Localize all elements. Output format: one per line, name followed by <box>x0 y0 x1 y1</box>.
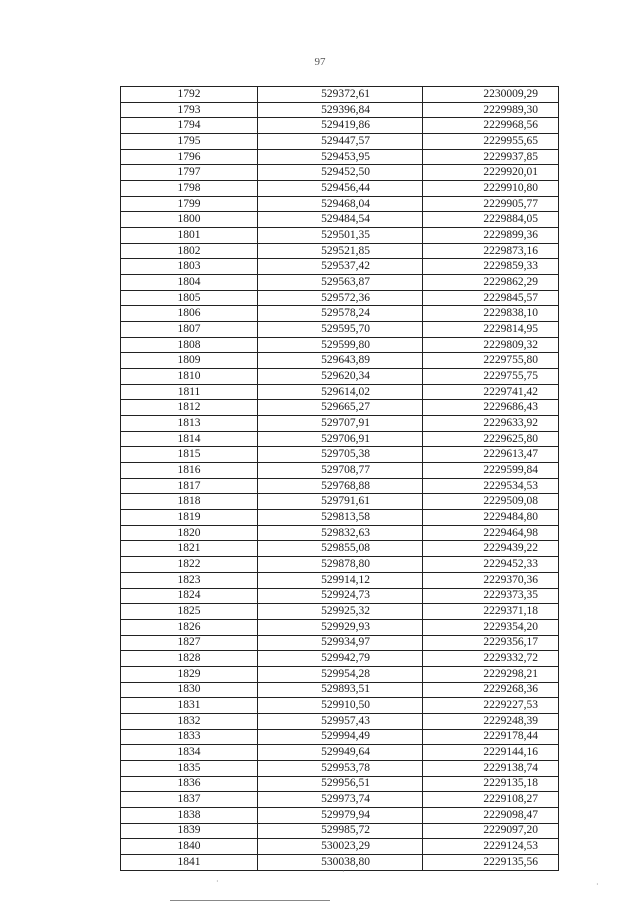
table-row <box>121 635 559 651</box>
table-row <box>121 353 559 369</box>
bottom-scan-line <box>170 900 330 901</box>
point-number-cell: 1832 <box>121 713 258 729</box>
scan-dot: · <box>596 880 599 889</box>
x-coordinate-cell: 529707,91 <box>258 416 423 432</box>
x-coordinate-cell: 529914,12 <box>258 572 423 588</box>
table-row <box>121 776 559 792</box>
y-coordinate-cell: 2229534,53 <box>423 478 559 494</box>
table-row <box>121 102 559 118</box>
y-coordinate-cell: 2229755,80 <box>423 353 559 369</box>
scan-dot: · <box>216 877 219 886</box>
x-coordinate-cell: 530038,80 <box>258 854 423 870</box>
x-coordinate-cell: 529934,97 <box>258 635 423 651</box>
y-coordinate-cell: 2229371,18 <box>423 604 559 620</box>
y-coordinate-cell: 2229845,57 <box>423 290 559 306</box>
point-number-cell: 1812 <box>121 400 258 416</box>
table-row <box>121 792 559 808</box>
table-row <box>121 322 559 338</box>
table-row <box>121 228 559 244</box>
table-row <box>121 149 559 165</box>
point-number-cell: 1810 <box>121 369 258 385</box>
table-row <box>121 384 559 400</box>
y-coordinate-cell: 2229899,36 <box>423 228 559 244</box>
table-row <box>121 400 559 416</box>
y-coordinate-cell: 2229910,80 <box>423 181 559 197</box>
x-coordinate-cell: 529708,77 <box>258 463 423 479</box>
point-number-cell: 1816 <box>121 463 258 479</box>
point-number-cell: 1813 <box>121 416 258 432</box>
table-row <box>121 431 559 447</box>
table-row <box>121 275 559 291</box>
y-coordinate-cell: 2229098,47 <box>423 807 559 823</box>
table-row <box>121 854 559 870</box>
x-coordinate-cell: 529620,34 <box>258 369 423 385</box>
x-coordinate-cell: 529768,88 <box>258 478 423 494</box>
y-coordinate-cell: 2229124,53 <box>423 839 559 855</box>
table-row <box>121 760 559 776</box>
table-row <box>121 651 559 667</box>
point-number-cell: 1802 <box>121 243 258 259</box>
y-coordinate-cell: 2229625,80 <box>423 431 559 447</box>
point-number-cell: 1808 <box>121 337 258 353</box>
x-coordinate-cell: 529372,61 <box>258 87 423 103</box>
y-coordinate-cell: 2229809,32 <box>423 337 559 353</box>
x-coordinate-cell: 529572,36 <box>258 290 423 306</box>
y-coordinate-cell: 2229373,35 <box>423 588 559 604</box>
x-coordinate-cell: 529878,80 <box>258 557 423 573</box>
y-coordinate-cell: 2229873,16 <box>423 243 559 259</box>
table-row <box>121 525 559 541</box>
table-row <box>121 729 559 745</box>
x-coordinate-cell: 529929,93 <box>258 619 423 635</box>
point-number-cell: 1836 <box>121 776 258 792</box>
x-coordinate-cell: 529599,80 <box>258 337 423 353</box>
table-row <box>121 416 559 432</box>
y-coordinate-cell: 2229178,44 <box>423 729 559 745</box>
y-coordinate-cell: 2229268,36 <box>423 682 559 698</box>
table-row <box>121 259 559 275</box>
table-row <box>121 165 559 181</box>
table-row <box>121 290 559 306</box>
point-number-cell: 1809 <box>121 353 258 369</box>
point-number-cell: 1840 <box>121 839 258 855</box>
point-number-cell: 1839 <box>121 823 258 839</box>
y-coordinate-cell: 2229356,17 <box>423 635 559 651</box>
x-coordinate-cell: 529468,04 <box>258 196 423 212</box>
table-row <box>121 212 559 228</box>
x-coordinate-cell: 529957,43 <box>258 713 423 729</box>
table-row <box>121 572 559 588</box>
point-number-cell: 1796 <box>121 149 258 165</box>
x-coordinate-cell: 529949,64 <box>258 745 423 761</box>
table-row <box>121 666 559 682</box>
point-number-cell: 1807 <box>121 322 258 338</box>
point-number-cell: 1831 <box>121 698 258 714</box>
y-coordinate-cell: 2229937,85 <box>423 149 559 165</box>
point-number-cell: 1815 <box>121 447 258 463</box>
x-coordinate-cell: 529501,35 <box>258 228 423 244</box>
point-number-cell: 1824 <box>121 588 258 604</box>
table-row <box>121 839 559 855</box>
y-coordinate-cell: 2229686,43 <box>423 400 559 416</box>
y-coordinate-cell: 2229509,08 <box>423 494 559 510</box>
table-row <box>121 196 559 212</box>
point-number-cell: 1825 <box>121 604 258 620</box>
point-number-cell: 1806 <box>121 306 258 322</box>
y-coordinate-cell: 2229989,30 <box>423 102 559 118</box>
x-coordinate-cell: 529954,28 <box>258 666 423 682</box>
x-coordinate-cell: 529893,51 <box>258 682 423 698</box>
y-coordinate-cell: 2229838,10 <box>423 306 559 322</box>
point-number-cell: 1838 <box>121 807 258 823</box>
y-coordinate-cell: 2229859,33 <box>423 259 559 275</box>
point-number-cell: 1822 <box>121 557 258 573</box>
y-coordinate-cell: 2229108,27 <box>423 792 559 808</box>
y-coordinate-cell: 2229332,72 <box>423 651 559 667</box>
point-number-cell: 1805 <box>121 290 258 306</box>
point-number-cell: 1793 <box>121 102 258 118</box>
x-coordinate-cell: 529924,73 <box>258 588 423 604</box>
point-number-cell: 1819 <box>121 510 258 526</box>
table-row <box>121 698 559 714</box>
point-number-cell: 1828 <box>121 651 258 667</box>
table-row <box>121 541 559 557</box>
y-coordinate-cell: 2229097,20 <box>423 823 559 839</box>
y-coordinate-cell: 2229599,84 <box>423 463 559 479</box>
y-coordinate-cell: 2229884,05 <box>423 212 559 228</box>
x-coordinate-cell: 529614,02 <box>258 384 423 400</box>
x-coordinate-cell: 529973,74 <box>258 792 423 808</box>
table-row <box>121 823 559 839</box>
x-coordinate-cell: 529706,91 <box>258 431 423 447</box>
y-coordinate-cell: 2229354,20 <box>423 619 559 635</box>
y-coordinate-cell: 2229905,77 <box>423 196 559 212</box>
x-coordinate-cell: 529956,51 <box>258 776 423 792</box>
table-row <box>121 619 559 635</box>
x-coordinate-cell: 529665,27 <box>258 400 423 416</box>
table-row <box>121 337 559 353</box>
y-coordinate-cell: 2229755,75 <box>423 369 559 385</box>
y-coordinate-cell: 2229862,29 <box>423 275 559 291</box>
table-row <box>121 557 559 573</box>
y-coordinate-cell: 2229968,56 <box>423 118 559 134</box>
x-coordinate-cell: 529484,54 <box>258 212 423 228</box>
y-coordinate-cell: 2229955,65 <box>423 134 559 150</box>
table-row <box>121 181 559 197</box>
y-coordinate-cell: 2229613,47 <box>423 447 559 463</box>
page-number: 97 <box>314 56 326 68</box>
x-coordinate-cell: 529942,79 <box>258 651 423 667</box>
point-number-cell: 1797 <box>121 165 258 181</box>
point-number-cell: 1830 <box>121 682 258 698</box>
x-coordinate-cell: 529453,95 <box>258 149 423 165</box>
y-coordinate-cell: 2229298,21 <box>423 666 559 682</box>
y-coordinate-cell: 2229248,39 <box>423 713 559 729</box>
point-number-cell: 1814 <box>121 431 258 447</box>
y-coordinate-cell: 2229633,92 <box>423 416 559 432</box>
table-row <box>121 463 559 479</box>
point-number-cell: 1818 <box>121 494 258 510</box>
x-coordinate-cell: 529447,57 <box>258 134 423 150</box>
x-coordinate-cell: 529396,84 <box>258 102 423 118</box>
point-number-cell: 1792 <box>121 87 258 103</box>
x-coordinate-cell: 529953,78 <box>258 760 423 776</box>
x-coordinate-cell: 529791,61 <box>258 494 423 510</box>
x-coordinate-cell: 529855,08 <box>258 541 423 557</box>
y-coordinate-cell: 2229484,80 <box>423 510 559 526</box>
table-row <box>121 118 559 134</box>
table-row <box>121 87 559 103</box>
table-row <box>121 510 559 526</box>
x-coordinate-cell: 529643,89 <box>258 353 423 369</box>
point-number-cell: 1827 <box>121 635 258 651</box>
x-coordinate-cell: 530023,29 <box>258 839 423 855</box>
table-row <box>121 588 559 604</box>
x-coordinate-cell: 529595,70 <box>258 322 423 338</box>
point-number-cell: 1821 <box>121 541 258 557</box>
y-coordinate-cell: 2229227,53 <box>423 698 559 714</box>
point-number-cell: 1800 <box>121 212 258 228</box>
table-row <box>121 494 559 510</box>
table-row <box>121 745 559 761</box>
y-coordinate-cell: 2229741,42 <box>423 384 559 400</box>
x-coordinate-cell: 529563,87 <box>258 275 423 291</box>
y-coordinate-cell: 2230009,29 <box>423 87 559 103</box>
x-coordinate-cell: 529994,49 <box>258 729 423 745</box>
point-number-cell: 1817 <box>121 478 258 494</box>
y-coordinate-cell: 2229464,98 <box>423 525 559 541</box>
coordinates-table <box>120 86 559 871</box>
point-number-cell: 1798 <box>121 181 258 197</box>
point-number-cell: 1823 <box>121 572 258 588</box>
x-coordinate-cell: 529979,94 <box>258 807 423 823</box>
y-coordinate-cell: 2229135,56 <box>423 854 559 870</box>
scan-dot: · <box>342 867 345 876</box>
table-row <box>121 807 559 823</box>
table-row <box>121 369 559 385</box>
x-coordinate-cell: 529452,50 <box>258 165 423 181</box>
table-row <box>121 713 559 729</box>
point-number-cell: 1820 <box>121 525 258 541</box>
point-number-cell: 1826 <box>121 619 258 635</box>
x-coordinate-cell: 529419,86 <box>258 118 423 134</box>
x-coordinate-cell: 529705,38 <box>258 447 423 463</box>
coordinates-table-body <box>121 87 559 871</box>
point-number-cell: 1803 <box>121 259 258 275</box>
x-coordinate-cell: 529813,58 <box>258 510 423 526</box>
point-number-cell: 1801 <box>121 228 258 244</box>
table-row <box>121 306 559 322</box>
x-coordinate-cell: 529537,42 <box>258 259 423 275</box>
point-number-cell: 1837 <box>121 792 258 808</box>
point-number-cell: 1804 <box>121 275 258 291</box>
table-row <box>121 682 559 698</box>
y-coordinate-cell: 2229920,01 <box>423 165 559 181</box>
point-number-cell: 1811 <box>121 384 258 400</box>
table-row <box>121 604 559 620</box>
y-coordinate-cell: 2229144,16 <box>423 745 559 761</box>
point-number-cell: 1829 <box>121 666 258 682</box>
x-coordinate-cell: 529925,32 <box>258 604 423 620</box>
point-number-cell: 1799 <box>121 196 258 212</box>
x-coordinate-cell: 529456,44 <box>258 181 423 197</box>
y-coordinate-cell: 2229439,22 <box>423 541 559 557</box>
point-number-cell: 1835 <box>121 760 258 776</box>
y-coordinate-cell: 2229814,95 <box>423 322 559 338</box>
y-coordinate-cell: 2229138,74 <box>423 760 559 776</box>
point-number-cell: 1841 <box>121 854 258 870</box>
x-coordinate-cell: 529521,85 <box>258 243 423 259</box>
y-coordinate-cell: 2229370,36 <box>423 572 559 588</box>
point-number-cell: 1833 <box>121 729 258 745</box>
point-number-cell: 1834 <box>121 745 258 761</box>
y-coordinate-cell: 2229452,33 <box>423 557 559 573</box>
point-number-cell: 1794 <box>121 118 258 134</box>
table-row <box>121 243 559 259</box>
table-row <box>121 447 559 463</box>
x-coordinate-cell: 529832,63 <box>258 525 423 541</box>
y-coordinate-cell: 2229135,18 <box>423 776 559 792</box>
x-coordinate-cell: 529985,72 <box>258 823 423 839</box>
point-number-cell: 1795 <box>121 134 258 150</box>
x-coordinate-cell: 529578,24 <box>258 306 423 322</box>
table-row <box>121 134 559 150</box>
x-coordinate-cell: 529910,50 <box>258 698 423 714</box>
table-row <box>121 478 559 494</box>
